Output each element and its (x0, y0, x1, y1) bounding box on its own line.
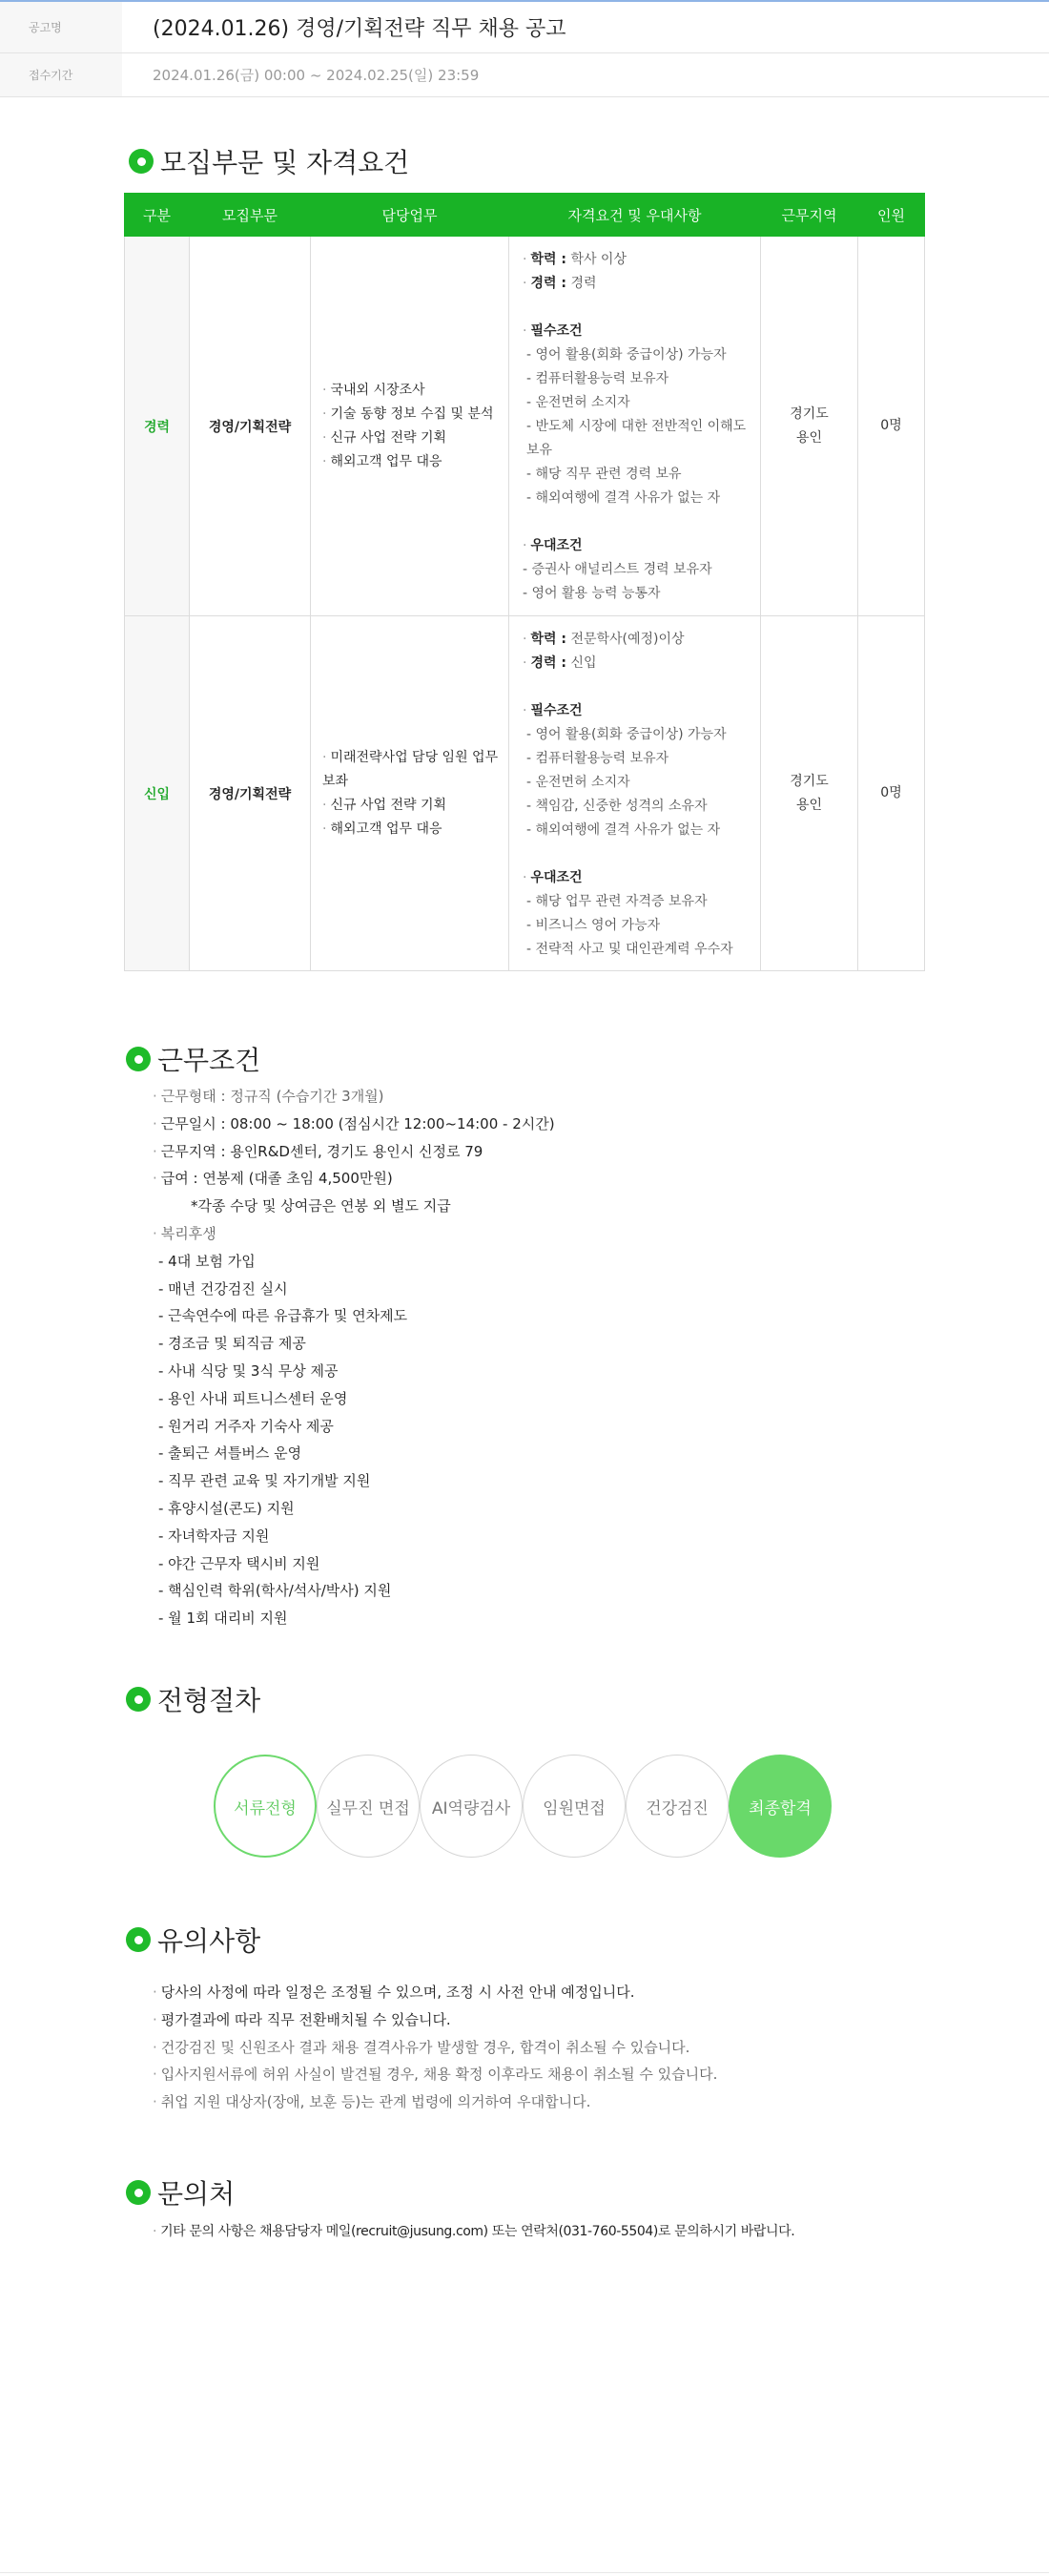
row-count: 0명 (858, 237, 925, 616)
col-header: 인원 (858, 194, 925, 237)
row-region: 경기도 용인 (761, 237, 858, 616)
row-count: 0명 (858, 616, 925, 971)
section-process (126, 1680, 260, 1718)
section-contact-title: 문의처 (157, 2178, 236, 2210)
col-header: 담당업무 (311, 194, 509, 237)
bullet-circle-icon (126, 1687, 151, 1712)
welfare-item: - 자녀학자금 지원 (158, 1527, 270, 1545)
duty-item: · 기술 동향 정보 수집 및 분석 (322, 405, 494, 422)
application-period: 2024.01.26(금) 00:00 ~ 2024.02.25(일) 23:59 (153, 67, 480, 84)
condition-item: · 복리후생 (153, 1224, 216, 1242)
section-recruit (129, 142, 409, 180)
section-process-title: 전형절차 (157, 1685, 261, 1716)
row-duties (311, 237, 509, 616)
req-pref-item: - 전략적 사고 및 대인관계력 우수자 (526, 941, 733, 957)
req-career: · 경력 : 신입 (523, 654, 597, 671)
process-step: AI역량검사 (420, 1755, 523, 1858)
welfare-item: - 4대 보험 가입 (158, 1252, 256, 1270)
welfare-item: - 월 1회 대리비 지원 (158, 1610, 288, 1628)
req-must-item: - 해당 직무 관련 경력 보유 (526, 467, 682, 482)
col-header: 근무지역 (761, 194, 858, 237)
row-requirements (509, 237, 761, 616)
section-recruit-title: 모집부문 및 자격요건 (160, 147, 410, 178)
duty-item: · 신규 사업 전략 기획 (322, 797, 446, 813)
row-kind: 경력 (125, 237, 190, 616)
req-education: · 학력 : 전문학사(예정)이상 (523, 631, 685, 647)
note-item: · 건강검진 및 신원조사 결과 채용 결격사유가 발생할 경우, 합격이 취소될 수 있습니다. (153, 2038, 690, 2056)
col-header: 자격요건 및 우대사항 (509, 194, 761, 237)
row-duties (311, 616, 509, 971)
row-part: 경영/기획전략 (190, 237, 311, 616)
recruit-table (124, 193, 925, 971)
process-step: 건강검진 (626, 1755, 729, 1858)
req-must-item: - 반도체 시장에 대한 전반적인 이해도 보유 (526, 419, 747, 458)
contact-text: · 기타 문의 사항은 채용담당자 메일(recruit@jusung.com) 또는 연락처(031-760-5504)로 문의하시기 바랍니다. (153, 2224, 795, 2239)
col-header: 모집부문 (190, 194, 311, 237)
condition-item: · 급여 : 연봉제 (대졸 초임 4,500만원) (153, 1170, 393, 1188)
welfare-item: - 핵심인력 학위(학사/석사/박사) 지원 (158, 1582, 392, 1600)
duty-item: · 해외고객 업무 대응 (322, 453, 442, 469)
welfare-item: - 출퇴근 셔틀버스 운영 (158, 1444, 302, 1463)
table-header-row (125, 194, 925, 237)
section-conditions (126, 1040, 260, 1078)
req-pref-item: - 해당 업무 관련 자격증 보유자 (526, 893, 708, 909)
req-pref-item: - 증권사 애널리스트 경력 보유자 (523, 562, 712, 577)
title-label: 공고명 (0, 2, 122, 52)
duty-item: · 미래전략사업 담당 임원 업무 보좌 (322, 749, 499, 789)
bullet-circle-icon (126, 2180, 151, 2205)
req-must-item: - 영어 활용(회화 중급이상) 가능자 (526, 347, 727, 363)
bullet-circle-icon (126, 1047, 151, 1071)
section-notes-title: 유의사항 (157, 1925, 261, 1957)
req-must-item: - 컴퓨터활용능력 보유자 (526, 750, 669, 766)
req-pref-item: - 비즈니스 영어 가능자 (526, 917, 661, 933)
bottom-divider (0, 2572, 1049, 2573)
req-must-item: - 운전면허 소지자 (526, 395, 630, 410)
req-career: · 경력 : 경력 (523, 276, 597, 291)
req-pref-label: · 우대조건 (523, 538, 583, 553)
process-step: 임원면접 (523, 1755, 626, 1858)
posting-title: (2024.01.26) 경영/기획전략 직무 채용 공고 (153, 17, 566, 41)
bullet-circle-icon (126, 1927, 151, 1952)
bullet-circle-icon (129, 149, 154, 174)
welfare-item: - 야간 근무자 택시비 지원 (158, 1554, 320, 1572)
note-item: · 당사의 사정에 따라 일정은 조정될 수 있으며, 조정 시 사전 안내 예정입니다. (153, 1984, 635, 2001)
row-region: 경기도 용인 (761, 616, 858, 971)
condition-item: · 근무형태 : 정규직 (수습기간 3개월) (153, 1088, 384, 1105)
condition-item: · 근무지역 : 용인R&D센터, 경기도 용인시 신정로 79 (153, 1142, 483, 1160)
salary-note: *각종 수당 및 상여금은 연봉 외 별도 지급 (191, 1197, 451, 1215)
req-must-item: - 영어 활용(회화 중급이상) 가능자 (526, 726, 727, 742)
welfare-item: - 용인 사내 피트니스센터 운영 (158, 1389, 348, 1407)
req-must-item: - 해외여행에 결격 사유가 없는 자 (526, 490, 721, 506)
req-must-label: · 필수조건 (523, 702, 583, 718)
process-steps (214, 1755, 832, 1858)
req-pref-item: - 영어 활용 능력 능통자 (523, 586, 661, 601)
row-requirements (509, 616, 761, 971)
section-notes (126, 1921, 260, 1959)
col-header: 구분 (125, 194, 190, 237)
req-pref-label: · 우대조건 (523, 869, 583, 885)
req-must-item: - 운전면허 소지자 (526, 774, 630, 790)
note-item: · 취업 지원 대상자(장애, 보훈 등)는 관계 법령에 의거하여 우대합니다. (153, 2093, 591, 2111)
section-conditions-title: 근무조건 (157, 1045, 261, 1076)
note-item: · 입사지원서류에 허위 사실이 발견될 경우, 채용 확정 이후라도 채용이 취소될 수 있습니다. (153, 2066, 718, 2084)
req-must-item: - 컴퓨터활용능력 보유자 (526, 371, 669, 386)
table-row (125, 237, 925, 616)
period-row (0, 53, 1049, 97)
req-must-label: · 필수조건 (523, 323, 583, 339)
condition-item: · 근무일시 : 08:00 ~ 18:00 (점심시간 12:00~14:00 - 2시간) (153, 1114, 555, 1132)
duty-item: · 해외고객 업무 대응 (322, 821, 442, 837)
table-row (125, 616, 925, 971)
req-must-item: - 해외여행에 결격 사유가 없는 자 (526, 821, 721, 838)
row-kind: 신입 (125, 616, 190, 971)
note-item: · 평가결과에 따라 직무 전환배치될 수 있습니다. (153, 2010, 451, 2028)
duty-item: · 신규 사업 전략 기획 (322, 429, 446, 446)
section-contact (126, 2173, 235, 2212)
welfare-item: - 매년 건강검진 실시 (158, 1279, 288, 1298)
row-part: 경영/기획전략 (190, 616, 311, 971)
process-step: 최종합격 (729, 1755, 832, 1858)
welfare-item: - 근속연수에 따른 유급휴가 및 연차제도 (158, 1307, 408, 1325)
process-step: 서류전형 (214, 1755, 317, 1858)
welfare-item: - 휴양시설(콘도) 지원 (158, 1499, 295, 1517)
title-row (0, 2, 1049, 53)
welfare-item: - 경조금 및 퇴직금 제공 (158, 1335, 306, 1353)
conditions-list (153, 1083, 555, 1632)
notes-list (153, 1979, 717, 2116)
welfare-item: - 원거리 거주자 기숙사 제공 (158, 1417, 334, 1435)
period-label: 접수기간 (0, 53, 122, 96)
duty-item: · 국내외 시장조사 (322, 382, 425, 398)
process-step: 실무진 면접 (317, 1755, 420, 1858)
req-education: · 학력 : 학사 이상 (523, 252, 627, 267)
welfare-item: - 사내 식당 및 3식 무상 제공 (158, 1361, 339, 1380)
req-must-item: - 책임감, 신중한 성격의 소유자 (526, 798, 708, 814)
welfare-item: - 직무 관련 교육 및 자기개발 지원 (158, 1472, 371, 1490)
